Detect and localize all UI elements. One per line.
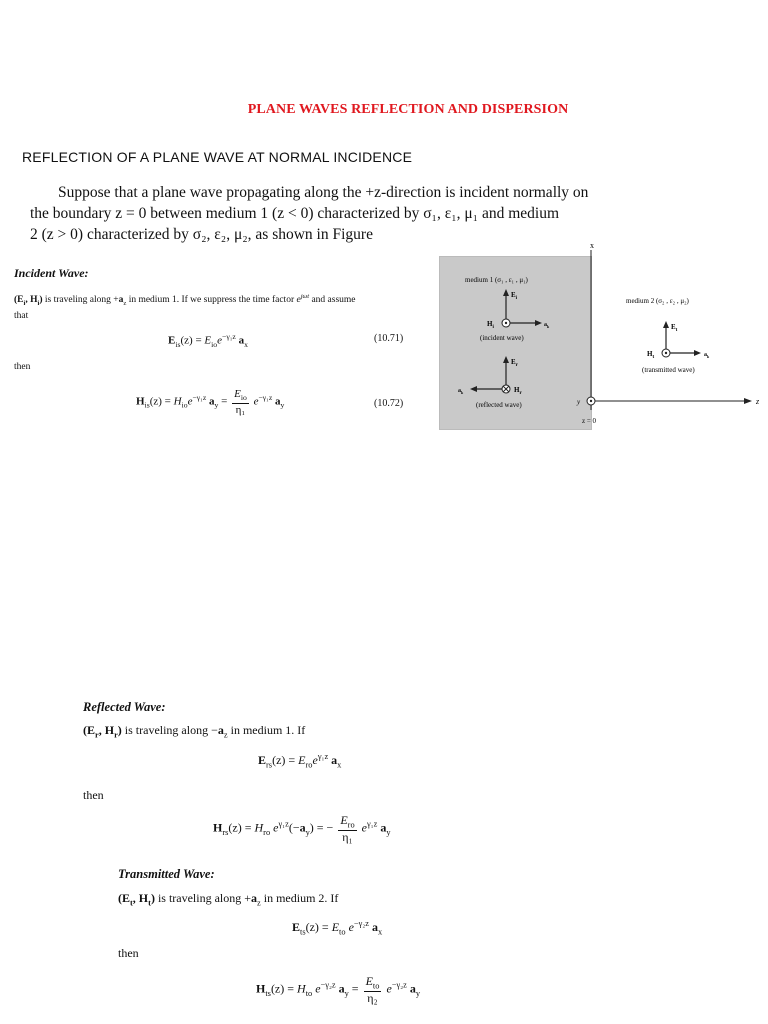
page-title: PLANE WAVES REFLECTION AND DISPERSION [247, 102, 569, 117]
incident-text: ($E_i$, $H_i$) is traveling along $+a_z$ in medium 1. If we suppress the time factor $e^{j\omega t}$ and assume that [14, 293, 356, 322]
reflected-text-2: in medium 1. If [230, 723, 306, 737]
transmitted-e-label: $E_t$ [671, 323, 678, 333]
medium-1-label: medium 1 (σ₁ , ε₁ , μ₁) [465, 276, 528, 284]
incident-text-1b: in medium 1. If we suppress the time factor [128, 295, 295, 306]
incident-text-2: that [14, 311, 29, 322]
incident-e-label: $E_i$ [511, 291, 518, 301]
eq-number-10-72: (10.72) [374, 398, 404, 409]
section-subtitle: REFLECTION OF A PLANE WAVE AT NORMAL INCIDENCE [22, 149, 413, 165]
reflected-k-arrow [470, 386, 477, 392]
reflected-e-label: $E_r$ [511, 358, 518, 368]
x-axis-label: x [590, 241, 594, 250]
wave-figure [430, 240, 768, 440]
equation-transmitted-e: $E_{ts}(z) = E_{to}$ $e^{-\gamma_2z}$ $a_x$ [292, 919, 383, 937]
incident-then: then [14, 362, 31, 372]
equation-reflected-e: $E_{rs}(z) = E_{ro}e^{\gamma_1z}$ $a_x$ [258, 752, 342, 770]
transmitted-heading: Transmitted Wave: [118, 867, 215, 881]
transmitted-text-1: is traveling along [157, 891, 242, 905]
transmitted-text-2: in medium 2. If [263, 891, 339, 905]
equation-transmitted-h: $H_{ts}(z) = H_{to}$ $e^{-\gamma_2z}$ $a_y$ = $\frac{E_{to}}{\text{η₂}}$ $e^{-\gamma_2z}$ $a_y$ [256, 974, 421, 1005]
medium-2-label: medium 2 (σ₂ , ε₂ , μ₂) [626, 297, 689, 305]
transmitted-k-arrow [694, 350, 701, 356]
equation-reflected-h: $H_{rs}(z) = H_{ro}$ $e^{\gamma_1z}(-a_y)$ = − $\frac{E_{ro}}{\text{η₁}}$ $e^{\gamma_1z}$ $a_y$ [213, 813, 391, 844]
incident-caption: (incident wave) [480, 334, 524, 342]
intro-paragraph [30, 182, 589, 245]
reflected-then: then [83, 788, 104, 802]
intro-line-2: the boundary z = 0 between medium 1 (z < 0) characterized by σ₁, ε₁, μ₁ and medium [30, 205, 560, 222]
reflected-text-1: is traveling along [124, 723, 209, 737]
y-axis-label: y [577, 398, 581, 406]
z-axis-label: z [756, 397, 760, 406]
transmitted-text: ($E_t$, $H_t$) is traveling along $+a_z$ in medium 2. If [118, 891, 339, 908]
eq-number-10-71: (10.71) [374, 333, 404, 344]
svg-text:ak: $a_k$ [544, 322, 550, 329]
reflected-h-label: $H_r$ [514, 386, 522, 396]
incident-text-1: is traveling along [44, 295, 111, 306]
equation-10-72: $H_{is}(z) = H_{io}e^{-\gamma_1z}$ $a_y$ = $\frac{E_{io}}{\text{η₁}}$ $e^{-\gamma_1z}$ $a_y$ [136, 388, 285, 416]
incident-h-label: $H_i$ [487, 320, 494, 330]
origin-label: z = 0 [582, 417, 597, 425]
reflected-e-arrow [503, 356, 509, 363]
intro-line-3: 2 (z > 0) characterized by σ₂, ε₂, μ₂, as shown in Figure [30, 226, 373, 243]
transmitted-then: then [118, 946, 139, 960]
reflected-caption: (reflected wave) [476, 401, 522, 409]
reflected-text: ($E_r$, $H_r$) is traveling along $-a_z$ in medium 1. If [83, 723, 306, 740]
transmitted-h-label: $H_t$ [647, 350, 655, 360]
intro-line-1: Suppose that a plane wave propagating along the +z-direction is incident normally on [58, 184, 589, 201]
equation-10-71: $E_{is}(z) = E_{io}e^{-\gamma_1z}$ $a_x$ [168, 332, 248, 349]
reflected-heading: Reflected Wave: [83, 700, 166, 714]
incident-heading: Incident Wave: [14, 266, 89, 280]
incident-k-arrow [535, 320, 542, 326]
incident-text-1c: and assume [311, 295, 356, 306]
z-axis-arrow [744, 398, 752, 404]
transmitted-caption: (transmitted wave) [642, 366, 695, 374]
transmitted-e-arrow [663, 321, 669, 328]
svg-text:ak: $a_k$ [458, 388, 464, 395]
incident-e-arrow [503, 289, 509, 296]
svg-text:ak: $a_k$ [704, 352, 710, 359]
